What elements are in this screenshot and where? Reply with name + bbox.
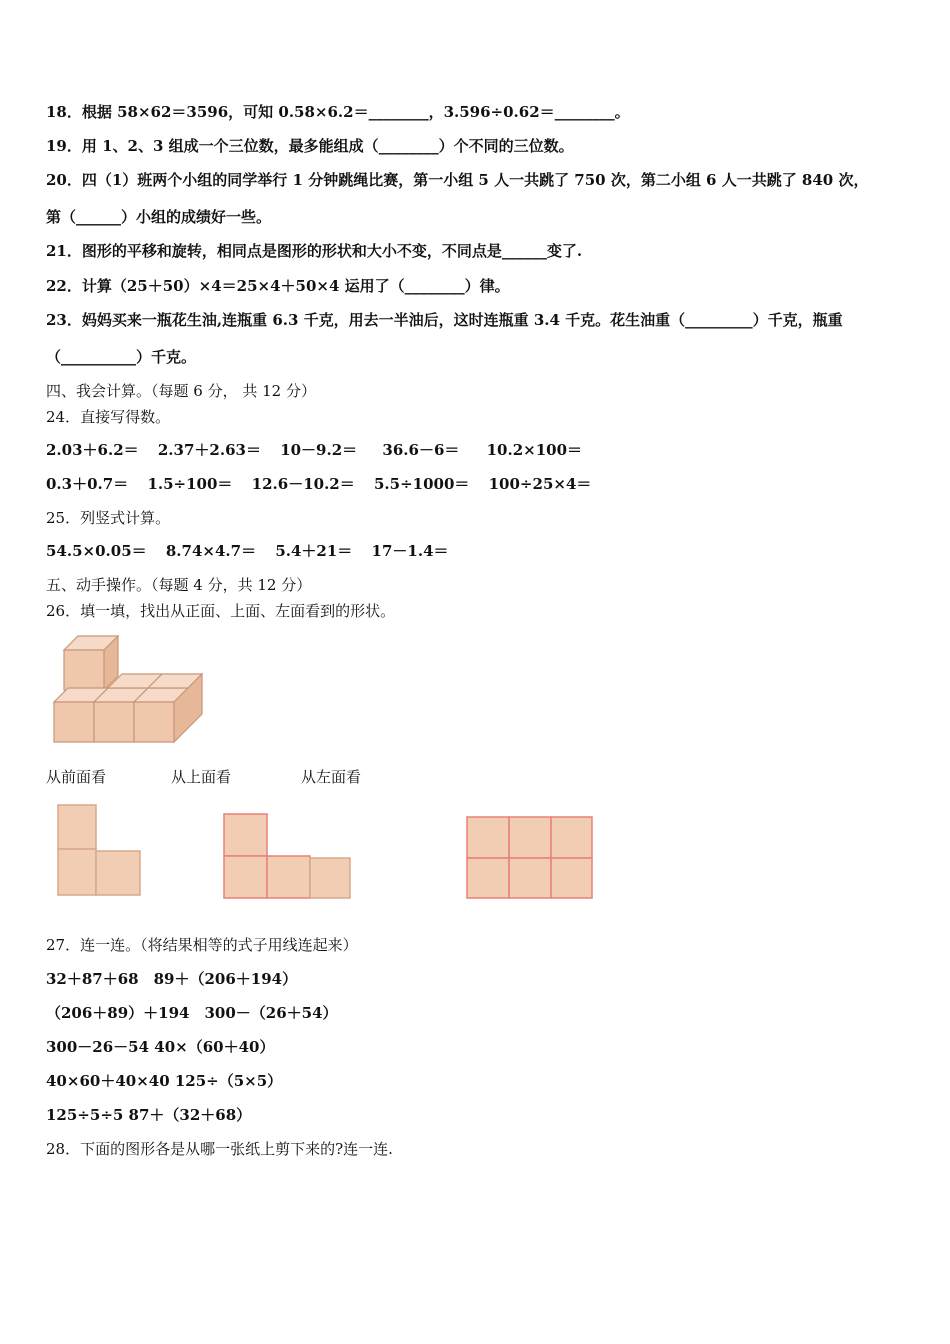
cube-front-face bbox=[64, 650, 104, 690]
question-19: 19．用 1、2、3 组成一个三位数，最多能组成（________）个不同的三位数。 bbox=[46, 137, 574, 155]
q24-row-2 bbox=[46, 474, 591, 494]
q25-row bbox=[46, 541, 449, 561]
view-square bbox=[58, 849, 96, 895]
q27-row: 40×60＋40×40 125÷（5×5） bbox=[46, 1072, 283, 1090]
question-28: 28．下面的图形各是从哪一张纸上剪下来的?连一连. bbox=[46, 1140, 393, 1158]
question-20-line2: 第（______）小组的成绩好一些。 bbox=[46, 208, 272, 226]
calc-item: 17－1.4＝ bbox=[371, 542, 449, 560]
view-square bbox=[509, 858, 551, 898]
calc-item: 12.6－10.2＝ bbox=[251, 475, 355, 493]
view-label-left: 从左面看 bbox=[301, 768, 362, 786]
question-23-line2: （__________）千克。 bbox=[46, 348, 197, 366]
question-22: 22．计算（25＋50）×4＝25×4＋50×4 运用了（________）律。 bbox=[46, 277, 510, 295]
cube-stack-figure bbox=[46, 632, 216, 750]
calc-item: 1.5÷100＝ bbox=[147, 475, 233, 493]
left-view-shape bbox=[465, 815, 597, 903]
view-square bbox=[467, 858, 509, 898]
calc-item: 0.3＋0.7＝ bbox=[46, 475, 129, 493]
calc-item: 10.2×100＝ bbox=[486, 441, 583, 459]
question-24: 24．直接写得数。 bbox=[46, 408, 171, 426]
view-square bbox=[224, 814, 267, 856]
view-square bbox=[310, 858, 350, 898]
q27-row: 300－26－54 40×（60＋40） bbox=[46, 1038, 275, 1056]
question-18: 18．根据 58×62＝3596，可知 0.58×6.2＝________，3.596÷0.62＝________。 bbox=[46, 103, 630, 121]
calc-item: 36.6－6＝ bbox=[382, 441, 460, 459]
section-5-heading: 五、动手操作。（每题 4 分，共 12 分） bbox=[46, 576, 312, 594]
calc-item: 100÷25×4＝ bbox=[488, 475, 592, 493]
calc-item: 2.37＋2.63＝ bbox=[157, 441, 261, 459]
calc-item: 5.4＋21＝ bbox=[275, 542, 353, 560]
question-25: 25．列竖式计算。 bbox=[46, 509, 171, 527]
view-square bbox=[58, 805, 96, 849]
front-view-shape bbox=[56, 803, 144, 899]
top-view-shape bbox=[222, 812, 354, 902]
cube-front-face bbox=[94, 702, 134, 742]
calc-item: 10－9.2＝ bbox=[280, 441, 358, 459]
calc-item: 2.03＋6.2＝ bbox=[46, 441, 139, 459]
q27-row: （206＋89）＋194 300－（26＋54） bbox=[46, 1004, 338, 1022]
q27-row: 125÷5÷5 87＋（32＋68） bbox=[46, 1106, 252, 1124]
view-square bbox=[509, 817, 551, 858]
section-4-heading: 四、我会计算。（每题 6 分， 共 12 分） bbox=[46, 382, 316, 400]
view-label-front: 从前面看 bbox=[46, 768, 107, 786]
view-square bbox=[267, 856, 310, 898]
question-27: 27．连一连。（将结果相等的式子用线连起来） bbox=[46, 936, 358, 954]
view-square bbox=[551, 817, 592, 858]
view-label-top: 从上面看 bbox=[171, 768, 232, 786]
cube-front-face bbox=[134, 702, 174, 742]
view-square bbox=[224, 856, 267, 898]
calc-item: 8.74×4.7＝ bbox=[165, 542, 257, 560]
view-square bbox=[96, 851, 140, 895]
question-23-line1: 23．妈妈买来一瓶花生油,连瓶重 6.3 千克，用去一半油后，这时连瓶重 3.4 千克。花生油重（_________）千克，瓶重 bbox=[46, 311, 843, 329]
view-square bbox=[551, 858, 592, 898]
calc-item: 5.5÷1000＝ bbox=[373, 475, 470, 493]
question-26: 26．填一填，找出从正面、上面、左面看到的形状。 bbox=[46, 602, 396, 620]
question-20-line1: 20．四（1）班两个小组的同学举行 1 分钟跳绳比赛，第一小组 5 人一共跳了 750 次，第二小组 6 人一共跳了 840 次， bbox=[46, 171, 869, 189]
view-square bbox=[467, 817, 509, 858]
cube-front-face bbox=[54, 702, 94, 742]
question-21: 21．图形的平移和旋转，相同点是图形的形状和大小不变，不同点是______变了. bbox=[46, 242, 583, 260]
q27-row: 32＋87＋68 89＋（206＋194） bbox=[46, 970, 298, 988]
calc-item: 54.5×0.05＝ bbox=[46, 542, 147, 560]
q24-row-1 bbox=[46, 440, 582, 460]
